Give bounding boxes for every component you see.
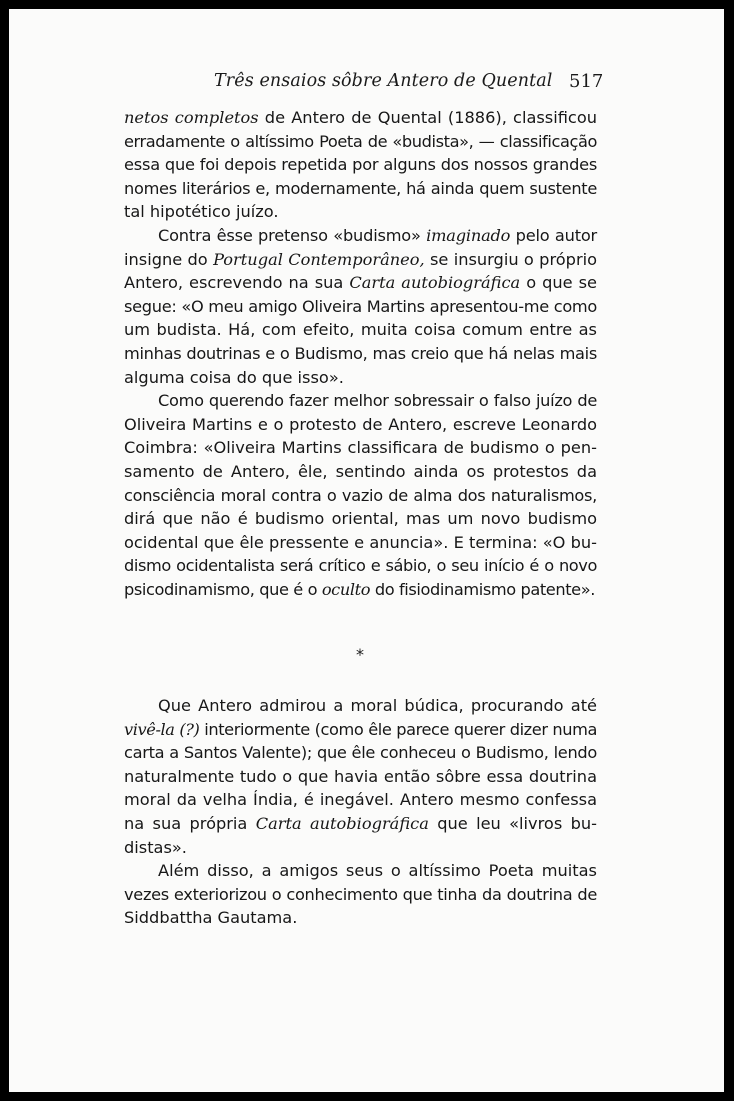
line: vezes exteriorizou o conhecimento que tinha da doutrina de: [124, 884, 597, 904]
line: dismo ocidentalista será crítico e sábio, o seu início é o novo: [124, 556, 597, 576]
line: Siddbattha Gautama.: [124, 908, 298, 928]
line: distas».: [124, 837, 187, 857]
line: moral da velha Índia, é inegável. Antero mesmo confessa: [124, 790, 597, 810]
book-page: [9, 9, 724, 1092]
line: Além disso, a amigos seus o altíssimo Poeta muitas: [158, 861, 597, 881]
line: Que Antero admirou a moral búdica, procurando até: [158, 696, 597, 715]
line: erradamente o altíssimo Poeta de «budista», — classificação: [124, 131, 597, 151]
paragraph-3: [124, 389, 597, 601]
line: samento de Antero, êle, sentindo ainda os protestos da: [124, 461, 597, 481]
line: essa que foi depois repetida por alguns dos nossos grandes: [124, 155, 598, 175]
line: Oliveira Martins e o protesto de Antero, escreve Leonardo: [124, 414, 597, 434]
line: tal hipotético juízo.: [124, 202, 279, 222]
text-block-bottom: [124, 694, 597, 930]
line: consciência moral contra o vazio de alma dos naturalismos,: [124, 485, 597, 505]
line: Antero, escrevendo na sua Carta autobiográfica o que se: [124, 273, 598, 293]
line: nomes literários e, modernamente, há ainda quem sustente: [124, 178, 597, 198]
line: alguma coisa do que isso».: [124, 367, 344, 387]
line: insigne do Portugal Contemporâneo, se insurgiu o próprio: [124, 249, 597, 269]
paragraph-4: [124, 694, 597, 859]
line: vivê-la (?) interiormente (como êle parece querer dizer numa: [124, 719, 597, 739]
line: Como querendo fazer melhor sobressair o falso juízo de: [158, 391, 597, 411]
line: carta a Santos Valente); que êle conheceu o Budismo, lendo: [124, 743, 597, 763]
page-number: 517: [569, 71, 604, 92]
running-title: Três ensaios sôbre Antero de Quental: [214, 71, 553, 91]
line: psicodinamismo, que é o oculto do fisiodinamismo patente».: [124, 579, 595, 599]
text-block-top: [124, 106, 597, 601]
line: naturalmente tudo o que havia então sôbre essa doutrina: [124, 766, 597, 786]
paragraph-5: [124, 859, 597, 930]
paragraph-1: [124, 106, 597, 224]
paragraph-2: [124, 224, 597, 389]
line: ocidental que êle pressente e anuncia». E termina: «O bu-: [124, 532, 597, 552]
running-header: [9, 71, 724, 97]
line: minhas doutrinas e o Budismo, mas creio que há nelas mais: [124, 343, 597, 363]
line: Coimbra: «Oliveira Martins classificara de budismo o pen-: [124, 438, 597, 458]
line: Contra êsse pretenso «budismo» imaginado pelo autor: [158, 225, 597, 245]
line: dirá que não é budismo oriental, mas um novo budismo: [124, 509, 597, 529]
line: um budista. Há, com efeito, muita coisa comum entre as: [124, 320, 597, 340]
line: netos completos de Antero de Quental (1886), classificou: [124, 108, 597, 127]
section-separator: *: [356, 645, 364, 664]
line: na sua própria Carta autobiográfica que leu «livros bu-: [124, 813, 597, 833]
line: segue: «O meu amigo Oliveira Martins apresentou-me como: [124, 296, 597, 316]
